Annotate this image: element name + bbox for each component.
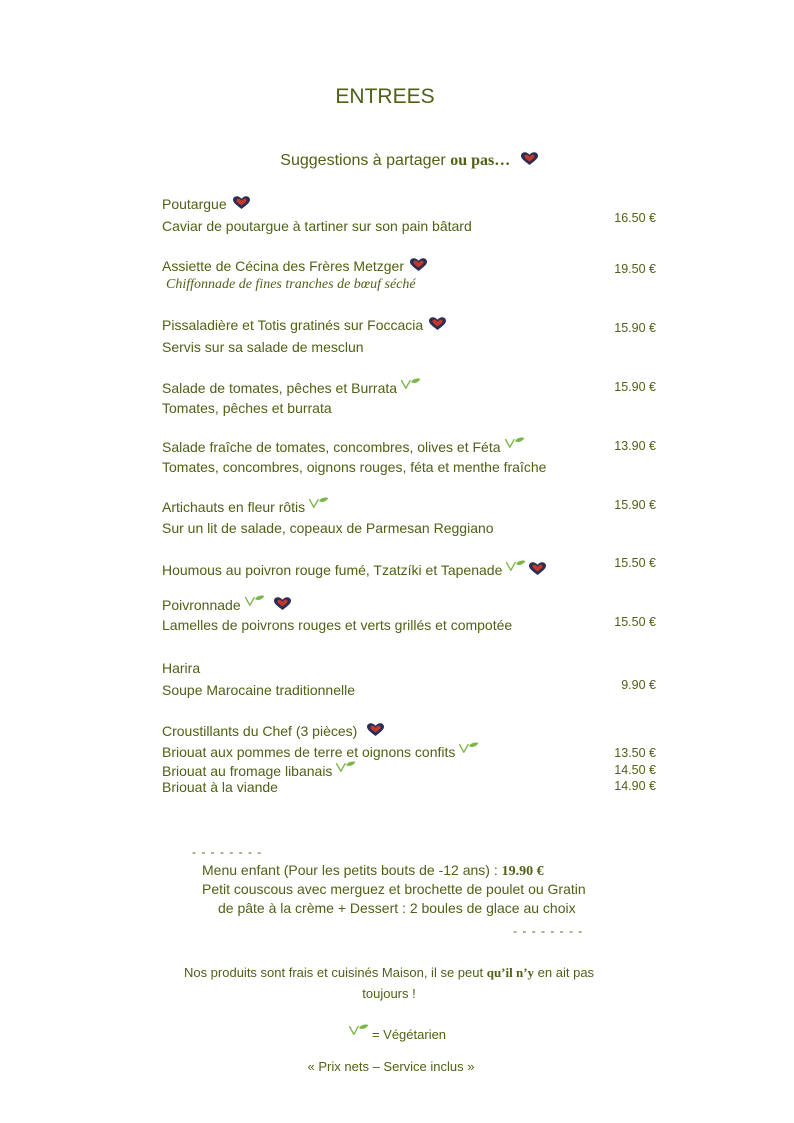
item-price: 15.90 € [614,380,656,394]
item-price: 15.90 € [614,498,656,512]
kids-menu-label: Menu enfant (Pour les petits bouts de -12 ans) : [202,862,498,878]
subtitle-text: Suggestions à partager [280,152,446,169]
item-description: Tomates, pêches et burrata [162,400,332,416]
item-price: 14.90 € [614,779,656,793]
footer-note-line2: toujours ! [362,986,416,1001]
item-description: Soupe Marocaine traditionnelle [162,682,356,698]
vegetarian-leaf-icon [335,761,357,773]
item-name: Poivronnade [162,597,241,613]
item-description: Sur un lit de salade, copeaux de Parmesan Reggiano [162,520,494,536]
item-name: Croustillants du Chef (3 pièces) [162,723,358,739]
item-price: 13.90 € [614,439,656,453]
vegetarian-leaf-icon [458,742,480,754]
heart-icon [274,597,291,611]
footer-note-part: en ait pas [537,965,595,980]
item-name: Poutargue [162,196,227,212]
vegetarian-leaf-icon [505,560,527,572]
item-name: Briouat à la viande [162,779,278,795]
menu-item-name [162,497,330,515]
item-price: 15.50 € [614,556,656,570]
vegetarian-leaf-icon [308,497,330,509]
item-description: Chiffonnade de fines tranches de bœuf séché [166,277,416,292]
item-description: Caviar de poutargue à tartiner sur son pain bâtard [162,218,472,234]
footer-note-emphasis: qu’il n’y [486,965,535,980]
heart-icon [521,152,538,166]
item-description: Servis sur sa salade de mesclun [162,339,364,355]
heart-icon [410,258,427,272]
footer-note [0,965,786,981]
item-name: Salade fraîche de tomates, concombres, olives et Féta [162,439,501,455]
subtitle-emphasis: ou pas… [450,152,511,169]
vegetarian-leaf-icon [400,378,422,390]
item-price: 13.50 € [614,746,656,760]
item-name: Salade de tomates, pêches et Burrata [162,380,398,396]
item-name: Artichauts en fleur rôtis [162,499,306,515]
item-price: 15.50 € [614,615,656,629]
footer-note-part: Nos produits sont frais et cuisinés Maison, il se peut [183,965,484,980]
price-notice: « Prix nets – Service inclus » [307,1059,475,1074]
item-price: 15.90 € [614,321,656,335]
kids-menu-title [202,862,544,880]
kids-menu-price: 19.90 € [501,864,544,879]
item-name: Harira [162,660,201,676]
menu-item-name [162,378,422,396]
menu-item-name [162,761,357,779]
menu-item-name [162,742,480,760]
menu-item-name [162,660,200,676]
heart-icon [367,723,384,737]
item-name: Pissaladière et Totis gratinés sur Foccacia [162,317,424,333]
kids-menu-description: Petit couscous avec merguez et brochette de poulet ou Gratin [202,881,586,897]
heart-icon [429,317,446,331]
subtitle [0,152,794,170]
page-title: ENTREES [335,85,435,108]
menu-item-name [162,723,384,739]
divider-dashes: - - - - - - - - [513,924,584,938]
item-name: Houmous au poivron rouge fumé, Tzatzíki et Tapenade [162,562,503,578]
item-description: Lamelles de poivrons rouges et verts grillés et compotée [162,617,513,633]
item-price: 16.50 € [614,211,656,225]
item-name: Briouat au fromage libanais [162,763,333,779]
item-price: 19.50 € [614,262,656,276]
item-name: Assiette de Cécina des Frères Metzger [162,258,404,274]
menu-item-name [162,779,278,795]
vegetarian-leaf-icon [244,595,266,607]
menu-item-name [162,595,291,613]
heart-icon [233,196,250,210]
vegetarian-leaf-icon [504,437,526,449]
heart-icon [529,562,546,576]
menu-item-name [162,258,427,274]
vegetarian-leaf-icon [348,1024,370,1036]
item-price: 14.50 € [614,763,656,777]
legend-label: = Végétarien [371,1027,447,1042]
item-name: Briouat aux pommes de terre et oignons confits [162,744,456,760]
vegetarian-legend [0,1024,794,1042]
kids-menu-description: de pâte à la crème + Dessert : 2 boules de glace au choix [218,900,576,916]
menu-item-name [162,317,446,333]
item-price: 9.90 € [621,678,656,692]
divider-dashes: - - - - - - - - [192,845,263,859]
menu-item-name [162,437,526,455]
menu-item-name [162,196,250,212]
item-description: Tomates, concombres, oignons rouges, féta et menthe fraîche [162,459,547,475]
menu-item-name [162,560,546,578]
